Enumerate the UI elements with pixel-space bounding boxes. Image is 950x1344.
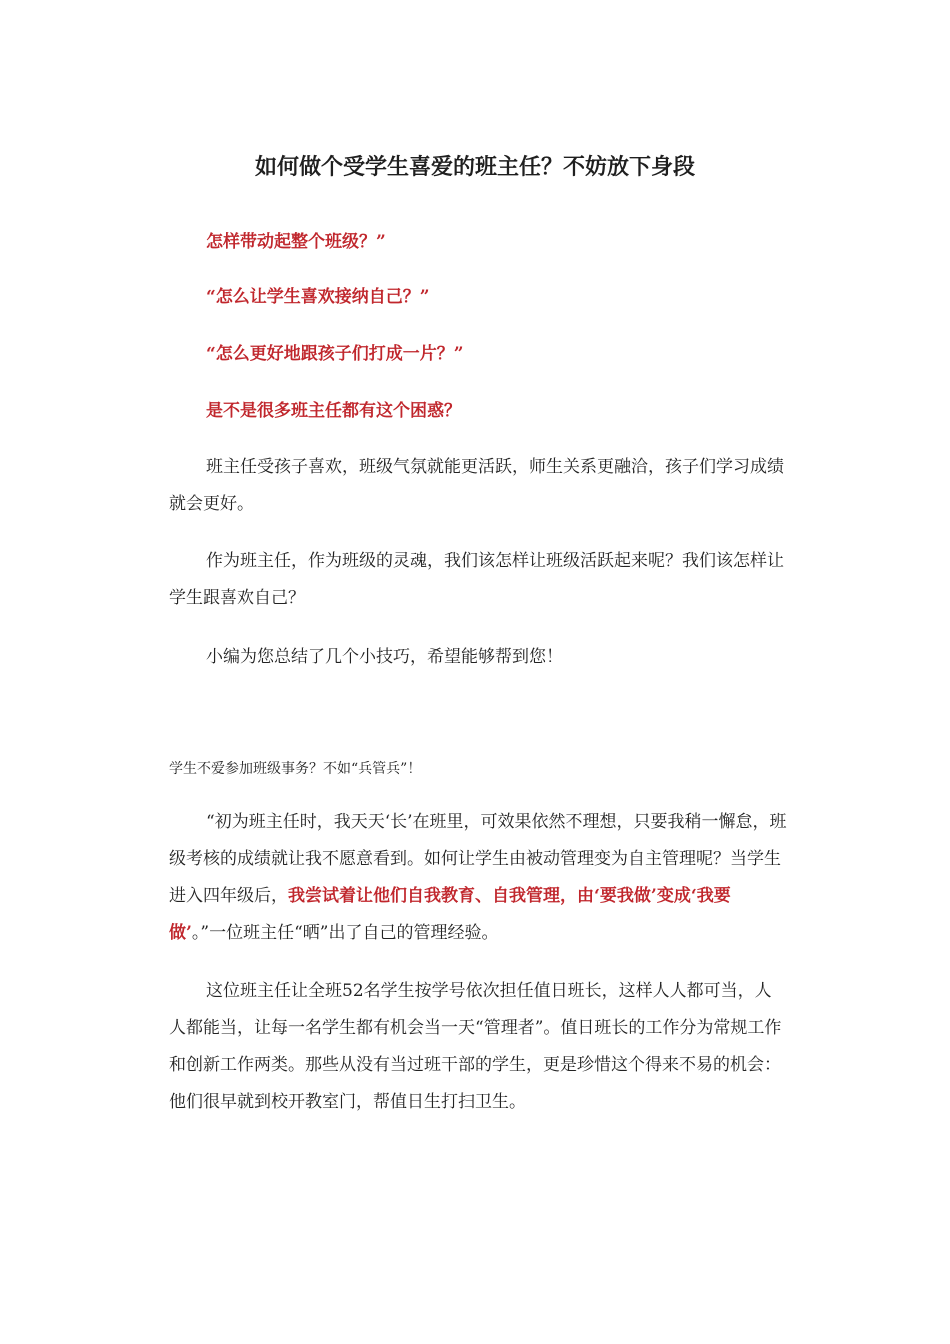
- section-heading: 学生不爱参加班级事务？不如“兵管兵”！: [169, 761, 422, 777]
- intro-paragraph-1: 班主任受孩子喜欢，班级气氛就能更活跃，师生关系更融洽，孩子们学习成绩就会更好。: [169, 457, 784, 514]
- intro-paragraph-3: 小编为您总结了几个小技巧，希望能够帮到您！: [206, 647, 563, 667]
- section-paragraph-1-text-a: “初为班主任时，我天天‘长’在班里，可效果依然不理想，只要我稍一懈怠，班级考核的成绩就让我不愿意看到。如何让学生由被动管理变为自主管理呢？当学生进入四年级后，: [169, 812, 787, 906]
- section-paragraph-2: 这位班主任让全班52名学生按学号依次担任值日班长，这样人人都可当，人人都能当，让每一名学生都有机会当一天“管理者”。值日班长的工作分为常规工作和创新工作两类。那些从没有当过班干部的学生，更是珍惜这个得来不易的机会：他们很早就到校开教室门，帮值日生打扫卫生。: [169, 981, 782, 1112]
- section-paragraph-1: [169, 804, 787, 952]
- section-paragraph-1-text-b: 。”一位班主任“晒”出了自己的管理经验。: [191, 923, 499, 943]
- article-title: 如何做个受学生喜爱的班主任？不妨放下身段: [254, 154, 695, 180]
- question-2: “怎么让学生喜欢接纳自己？”: [206, 287, 430, 307]
- question-3: “怎么更好地跟孩子们打成一片？”: [206, 344, 464, 364]
- section-paragraph-1-highlight: 我尝试着让他们自我教育、自我管理，由‘要我做’变成‘我要做’: [169, 886, 731, 943]
- question-1: 怎样带动起整个班级？”: [206, 232, 386, 252]
- question-4: 是不是很多班主任都有这个困惑？: [206, 401, 461, 421]
- intro-paragraph-2: 作为班主任，作为班级的灵魂，我们该怎样让班级活跃起来呢？我们该怎样让学生跟喜欢自己？: [169, 551, 784, 608]
